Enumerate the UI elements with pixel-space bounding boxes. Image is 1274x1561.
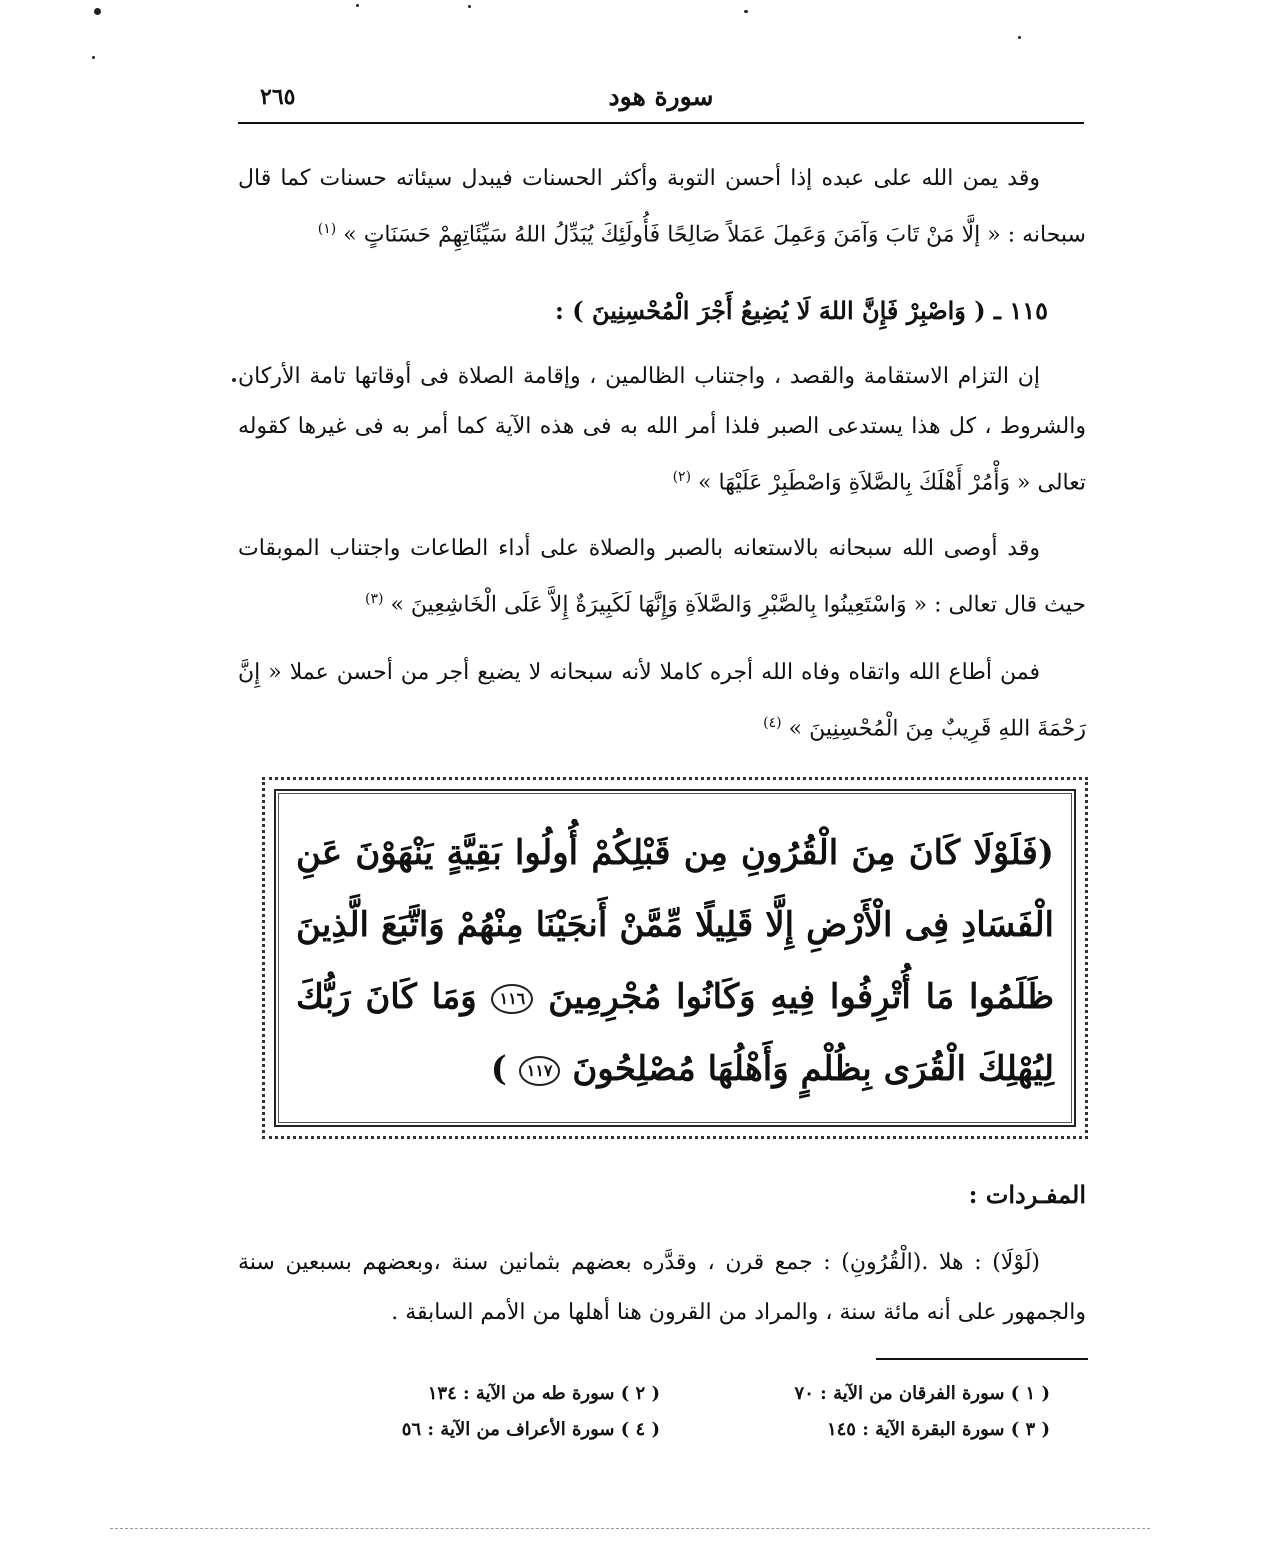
page-number: ٢٦٥ (260, 84, 296, 110)
footnote-1: ( ١ ) سورة الفرقان من الآية : ٧٠ (794, 1383, 1050, 1404)
footnote-4: ( ٤ ) سورة الأعراف من الآية : ٥٦ (401, 1419, 660, 1440)
footnote-divider (876, 1358, 1088, 1360)
quran-verse-box (262, 777, 1088, 1139)
paragraph-text: وقد أوصى الله سبحانه بالاستعانه بالصبر والصلاة على أداء الطاعات واجتناب الموبقات حيث قال تعالى : « وَاسْتَعِينُوا بِالصَّبْرِ وَالصَّلاَةِ وَإِنَّهَا لَكَبِيرَةٌ إِلاَّ عَلَى الْخَاشِعِينَ » (238, 536, 1086, 618)
paragraph-3 (238, 524, 1086, 630)
surah-title: سورة هود (608, 82, 714, 111)
paragraph-text: وقد يمن الله على عبده إذا أحسن التوبة وأكثر الحسنات فيبدل سيئاته حسنات كما قال سبحانه : « إلَّا مَنْ تَابَ وَآمَنَ وَعَمِلَ عَمَلاً صَالِحًا فَأُولَئِكَ يُبَدِّلُ اللهُ سَيِّئَاتِهِمْ حَسَنَاتٍ » (238, 166, 1086, 248)
footnote-3: ( ٣ ) سورة البقرة الآية : ١٤٥ (826, 1419, 1050, 1440)
quran-verses (296, 817, 1054, 1105)
footnote-ref-4: (٤) (763, 715, 782, 731)
verse-115: ١١٥ ـ ( وَاصْبِرْ فَإِنَّ اللهَ لَا يُضِيعُ أَجْرَ الْمُحْسِنِينَ ) : (555, 296, 1048, 325)
verse-116-text: فَلَوْلَا كَانَ مِنَ الْقُرُونِ مِن قَبْلِكُمْ أُولُوا بَقِيَّةٍ يَنْهَوْنَ عَنِ الْفَسَادِ فِى الْأَرْضِ إِلَّا قَلِيلًا مِّمَّنْ أَنجَيْنَا مِنْهُمْ وَاتَّبَعَ الَّذِينَ ظَلَمُوا مَا أُتْرِفُوا فِيهِ وَكَانُوا مُجْرِمِينَ (296, 833, 1055, 1017)
scan-bottom-edge (110, 1528, 1150, 1529)
vocab-text: (لَوْلَا) : هلا .(الْقُرُونِ) : جمع قرن ، وقدَّره بعضهم بثمانين سنة ،وبعضهم بسبعين سنة والجمهور على أنه مائة سنة ، والمراد من القرون هنا أهلها من الأمم السابقة . (238, 1250, 1086, 1325)
footnote-2: ( ٢ ) سورة طه من الآية : ١٣٤ (427, 1383, 660, 1404)
page-header (238, 78, 1084, 124)
verse-117-text: وَمَا كَانَ رَبُّكَ لِيُهْلِكَ الْقُرَى بِظُلْمٍ وَأَهْلُهَا مُصْلِحُونَ (296, 977, 1054, 1089)
footnote-ref-3: (٣) (364, 591, 384, 607)
paragraph-text: فمن أطاع الله واتقاه وفاه الله أجره كاملا لأنه سبحانه لا يضيع أجر من أحسن عملا « إِنَّ رَحْمَةَ اللهِ قَرِيبٌ مِنَ الْمُحْسِنِينَ » (238, 660, 1086, 742)
vocab-heading: المفـردات : (968, 1180, 1086, 1209)
paragraph-text: إن التزام الاستقامة والقصد ، واجتناب الظالمين ، وإقامة الصلاة فى أوقاتها تامة الأركان والشروط ، كل هذا يستدعى الصبر فلذا أمر الله به فى هذه الآية كما أمر به فى غيرها كقوله تعالى « وَأْمُرْ أَهْلَكَ بِالصَّلاَةِ وَاصْطَبِرْ عَلَيْهَا » (238, 364, 1086, 496)
open-bracket: ( (1037, 833, 1054, 873)
footnote-ref-1: (١) (317, 221, 337, 237)
footnotes (300, 1376, 1050, 1448)
ayah-number-117: ١١٧ (519, 1056, 561, 1086)
footnote-row (300, 1376, 1050, 1412)
footnote-row (300, 1412, 1050, 1448)
close-bracket: ) (490, 1049, 507, 1089)
paragraph-1 (238, 154, 1086, 260)
ayah-number-116: ١١٦ (491, 984, 533, 1014)
paragraph-4 (238, 648, 1086, 754)
paragraph-2 (238, 352, 1086, 508)
footnote-ref-2: (٢) (672, 469, 692, 485)
